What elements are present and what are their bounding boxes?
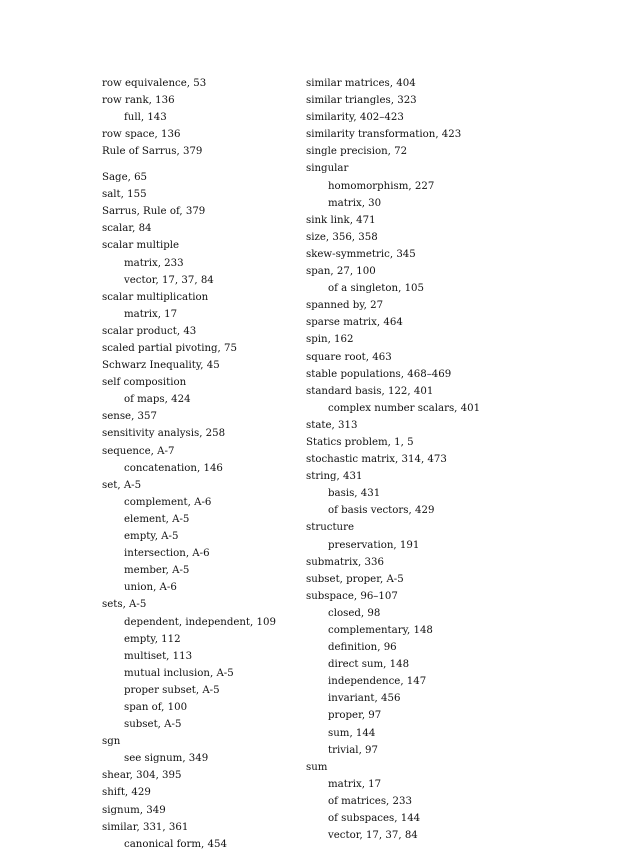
index-subentry: of matrices, 233 bbox=[328, 795, 412, 807]
index-subentry: matrix, 30 bbox=[328, 197, 382, 209]
index-entry: stochastic matrix, 314, 473 bbox=[306, 454, 447, 466]
index-subentry: dependent, independent, 109 bbox=[124, 616, 276, 628]
index-subentry: vector, 17, 37, 84 bbox=[328, 830, 418, 842]
index-subentry: see signum, 349 bbox=[124, 753, 209, 765]
index-subentry: complementary, 148 bbox=[328, 625, 433, 636]
index-subentry: member, A-5 bbox=[124, 565, 190, 577]
index-entry: string, 431 bbox=[306, 471, 363, 483]
index-subentry: complement, A-6 bbox=[124, 496, 212, 508]
index-subentry: multiset, 113 bbox=[124, 650, 193, 662]
index-subentry: closed, 98 bbox=[328, 607, 381, 619]
index-entry: submatrix, 336 bbox=[306, 556, 384, 568]
index-entry: Statics problem, 1, 5 bbox=[306, 436, 414, 448]
index-subentry: of maps, 424 bbox=[124, 394, 191, 406]
index-subentry: of subspaces, 144 bbox=[328, 813, 421, 825]
index-entry: state, 313 bbox=[306, 419, 358, 431]
index-subentry: preservation, 191 bbox=[328, 539, 420, 551]
index-subentry: subset, A-5 bbox=[124, 719, 182, 731]
index-subentry: invariant, 456 bbox=[328, 693, 401, 705]
index-entry: Rule of Sarrus, 379 bbox=[102, 146, 203, 158]
index-entry: sets, A-5 bbox=[102, 599, 147, 611]
index-subentry: mutual inclusion, A-5 bbox=[124, 667, 234, 679]
index-entry: spin, 162 bbox=[306, 334, 354, 346]
index-subentry: vector, 17, 37, 84 bbox=[124, 274, 214, 286]
index-entry: single precision, 72 bbox=[306, 146, 408, 158]
index-entry: square root, 463 bbox=[306, 351, 392, 363]
index-entry: set, A-5 bbox=[102, 479, 142, 491]
index-entry: similar triangles, 323 bbox=[306, 95, 417, 107]
index-subentry: span of, 100 bbox=[124, 701, 188, 713]
index-entry: subspace, 96–107 bbox=[306, 590, 398, 602]
index-entry: salt, 155 bbox=[102, 189, 147, 201]
index-entry: shift, 429 bbox=[102, 787, 151, 799]
index-entry: size, 356, 358 bbox=[306, 231, 378, 243]
index-entry: similar matrices, 404 bbox=[306, 78, 416, 89]
index-subentry: sum, 144 bbox=[328, 727, 376, 739]
index-entry: similarity, 402–423 bbox=[306, 112, 404, 124]
index-entry: row equivalence, 53 bbox=[102, 78, 207, 89]
index-left-column bbox=[102, 75, 322, 853]
index-subentry: intersection, A-6 bbox=[124, 548, 210, 560]
index-entry: scaled partial pivoting, 75 bbox=[102, 343, 237, 354]
index-entry: shear, 304, 395 bbox=[102, 770, 182, 782]
index-entry: singular bbox=[306, 163, 349, 175]
index-entry: spanned by, 27 bbox=[306, 300, 384, 312]
index-entry: scalar multiplication bbox=[102, 291, 209, 303]
index-subentry: element, A-5 bbox=[124, 513, 190, 525]
index-subentry: proper subset, A-5 bbox=[124, 684, 220, 696]
index-subentry: homomorphism, 227 bbox=[328, 180, 435, 192]
index-entry: subset, proper, A-5 bbox=[306, 573, 404, 585]
index-entry: sink link, 471 bbox=[306, 214, 376, 226]
index-subentry: concatenation, 146 bbox=[124, 462, 223, 474]
index-subentry: of basis vectors, 429 bbox=[328, 505, 435, 517]
index-entry: sensitivity analysis, 258 bbox=[102, 428, 226, 440]
index-entry: scalar multiple bbox=[102, 240, 180, 252]
index-entry: stable populations, 468–469 bbox=[306, 368, 452, 380]
index-subentry: direct sum, 148 bbox=[328, 659, 410, 671]
index-subentry: trivial, 97 bbox=[328, 744, 379, 756]
index-subentry: union, A-6 bbox=[124, 582, 177, 594]
index-entry: sequence, A-7 bbox=[102, 445, 175, 457]
index-subentry: definition, 96 bbox=[328, 642, 397, 654]
index-subentry: matrix, 233 bbox=[124, 257, 184, 269]
index-subentry: independence, 147 bbox=[328, 676, 427, 688]
index-entry: sgn bbox=[102, 736, 121, 748]
index-subentry: empty, A-5 bbox=[124, 531, 179, 543]
index-entry: sparse matrix, 464 bbox=[306, 317, 403, 329]
index-entry: span, 27, 100 bbox=[306, 266, 376, 278]
index-entry: self composition bbox=[102, 377, 187, 389]
index-entry: structure bbox=[306, 522, 355, 534]
index-subentry: basis, 431 bbox=[328, 488, 381, 500]
index-entry: row rank, 136 bbox=[102, 95, 175, 107]
index-subentry: matrix, 17 bbox=[124, 308, 178, 320]
index-subentry: matrix, 17 bbox=[328, 778, 382, 790]
index-entry: scalar, 84 bbox=[102, 223, 152, 235]
letter-group-gap bbox=[102, 160, 322, 169]
index-entry: standard basis, 122, 401 bbox=[306, 385, 434, 397]
index-entry: sense, 357 bbox=[102, 411, 157, 423]
index-right-column bbox=[306, 75, 526, 844]
index-entry: sum bbox=[306, 761, 328, 773]
index-entry: row space, 136 bbox=[102, 129, 181, 141]
index-entry: scalar product, 43 bbox=[102, 325, 197, 337]
index-entry: similar, 331, 361 bbox=[102, 821, 189, 833]
index-entry: skew-symmetric, 345 bbox=[306, 248, 416, 260]
index-subentry: of a singleton, 105 bbox=[328, 283, 425, 295]
index-entry: Schwarz Inequality, 45 bbox=[102, 360, 220, 372]
index-entry: Sarrus, Rule of, 379 bbox=[102, 206, 206, 218]
index-entry: similarity transformation, 423 bbox=[306, 129, 462, 141]
index-subentry: empty, 112 bbox=[124, 633, 181, 645]
index-subentry: canonical form, 454 bbox=[124, 838, 227, 850]
index-subentry: full, 143 bbox=[124, 112, 167, 124]
index-entry: signum, 349 bbox=[102, 804, 166, 816]
index-subentry: complex number scalars, 401 bbox=[328, 402, 481, 414]
index-entry: Sage, 65 bbox=[102, 172, 148, 184]
index-subentry: proper, 97 bbox=[328, 710, 382, 722]
